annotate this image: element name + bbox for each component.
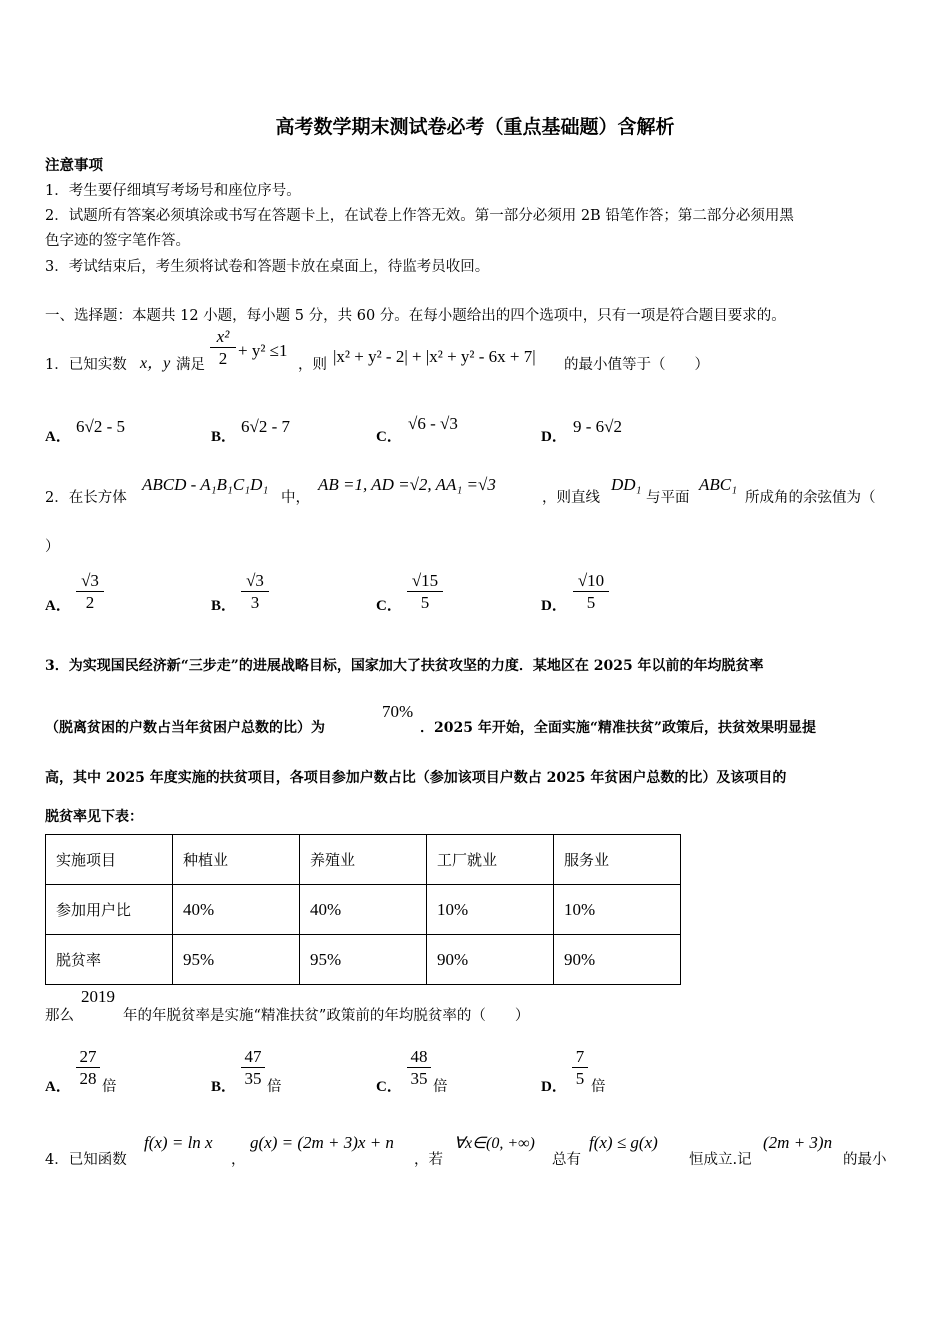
q1-option-d-value[interactable]: 9 - 6√2 (573, 417, 622, 436)
q1-option-b-value[interactable]: 6√2 - 7 (241, 417, 290, 436)
table-cell: 95% (173, 935, 300, 985)
table-header-row (46, 835, 681, 885)
table-row-label: 脱贫率 (46, 935, 173, 985)
q3-option-c-label[interactable]: C． (376, 1079, 402, 1095)
table-cell: 40% (173, 885, 300, 935)
notice-item-2: 2．试题所有答案必须填涂或书写在答题卡上，在试卷上作答无效。第一部分必须用 2B 铅笔作答；第二部分必须用黑 (45, 208, 794, 224)
table-header-cell: 种植业 (173, 835, 300, 885)
notice-item-2-cont: 色字迹的签字笔作答。 (45, 233, 190, 249)
q3-year: 2019 (81, 987, 115, 1006)
q3-option-d-num: 7 (572, 1046, 588, 1068)
q3-line-4: 脱贫率见下表： (45, 809, 143, 825)
q2-suffix: 所成角的余弦值为（ (745, 490, 876, 506)
q4-term: (2m + 3)n (763, 1133, 833, 1152)
q3-option-a-den: 28 (79, 1069, 97, 1088)
q3-option-c-fraction[interactable] (407, 1046, 431, 1090)
q3-option-d-den: 5 (575, 1069, 585, 1088)
q2-option-c-label[interactable]: C． (376, 598, 402, 614)
notice-item-1: 1．考生要仔细填写考场号和座位序号。 (45, 183, 301, 199)
q4-f: f(x) = ln x (144, 1133, 213, 1152)
q3-option-b-label[interactable]: B． (211, 1079, 237, 1095)
q4-mid2: 总有 (552, 1152, 581, 1168)
q3-option-c-den: 35 (410, 1069, 428, 1088)
table-header-cell: 养殖业 (300, 835, 427, 885)
q2-option-b-fraction[interactable] (241, 570, 269, 614)
q4-suffix: 的最小 (843, 1152, 887, 1168)
q3-option-b-unit: 倍 (267, 1079, 282, 1095)
table-header-cell: 服务业 (554, 835, 681, 885)
table-cell: 10% (427, 885, 554, 935)
q1-prefix: 1．已知实数 (45, 357, 127, 373)
q2-option-d-label[interactable]: D． (541, 598, 567, 614)
table-cell: 10% (554, 885, 681, 935)
q2-option-b-label[interactable]: B． (211, 598, 237, 614)
q1-condition-fraction (210, 326, 236, 370)
q3-option-a-label[interactable]: A． (45, 1079, 71, 1095)
table-header-cell: 工厂就业 (427, 835, 554, 885)
q3-option-b-num: 47 (241, 1046, 265, 1068)
q1-mid1: 满足 (176, 357, 205, 373)
q2-plane: ABC₁ (699, 475, 738, 494)
q3-option-d-label[interactable]: D． (541, 1079, 567, 1095)
q3-after-a: 那么 (45, 1008, 74, 1024)
page-title: 高考数学期末测试卷必考（重点基础题）含解析 (275, 116, 675, 138)
q2-option-c-num: √15 (407, 570, 443, 592)
q4-ineq: f(x) ≤ g(x) (589, 1133, 658, 1152)
table-cell: 95% (300, 935, 427, 985)
q4-mid3: 恒成立.记 (689, 1152, 752, 1168)
q2-option-b-den: 3 (250, 593, 260, 612)
q1-option-a-label[interactable]: A． (45, 429, 71, 445)
table-header-cell: 实施项目 (46, 835, 173, 885)
q2-option-a-den: 2 (85, 593, 95, 612)
q2-mid3: 与平面 (646, 490, 690, 506)
section-heading: 一、选择题：本题共 12 小题，每小题 5 分，共 60 分。在每小题给出的四个选项中，只有一项是符合题目要求的。 (45, 308, 786, 324)
q2-option-c-fraction[interactable] (407, 570, 443, 614)
q3-line-3: 高，其中 2025 年度实施的扶贫项目，各项目参加户数占比（参加该项目户数占 2025 年贫困户总数的比）及该项目的 (45, 770, 787, 786)
q1-option-a-value[interactable]: 6√2 - 5 (76, 417, 125, 436)
q3-option-b-fraction[interactable] (241, 1046, 265, 1090)
q1-option-d-label[interactable]: D． (541, 429, 567, 445)
q3-option-a-num: 27 (76, 1046, 100, 1068)
q3-option-c-num: 48 (407, 1046, 431, 1068)
q2-box: ABCD - A₁B₁C₁D₁ (142, 475, 269, 494)
notice-heading: 注意事项 (45, 157, 103, 174)
q2-option-b-num: √3 (241, 570, 269, 592)
q1-option-c-label[interactable]: C． (376, 429, 402, 445)
q4-mid1: ，若 (414, 1152, 443, 1168)
q3-option-c-unit: 倍 (433, 1079, 448, 1095)
q3-data-table (45, 834, 681, 985)
q2-mid1: 中， (281, 490, 310, 506)
q3-option-a-unit: 倍 (102, 1079, 117, 1095)
q2-option-c-den: 5 (420, 593, 430, 612)
q2-option-d-num: √10 (573, 570, 609, 592)
q2-option-d-fraction[interactable] (573, 570, 609, 614)
q4-sep: ， (231, 1152, 246, 1168)
table-row-label: 参加用户比 (46, 885, 173, 935)
q1-option-b-label[interactable]: B． (211, 429, 237, 445)
q1-cond-num: x² (210, 326, 236, 348)
q1-suffix: 的最小值等于（ ） (564, 357, 709, 373)
q1-cond-den: 2 (218, 349, 228, 368)
q4-prefix: 4．已知函数 (45, 1152, 127, 1168)
table-row (46, 935, 681, 985)
q2-option-a-fraction[interactable] (76, 570, 104, 614)
q3-option-d-unit: 倍 (591, 1079, 606, 1095)
q3-line-2a: （脱离贫困的户数占当年贫困户总数的比）为 (45, 720, 325, 736)
q2-prefix: 2．在长方体 (45, 490, 127, 506)
table-cell: 90% (427, 935, 554, 985)
q1-vars: x，y (140, 355, 171, 372)
q2-option-d-den: 5 (586, 593, 596, 612)
q4-g: g(x) = (2m + 3)x + n (250, 1133, 394, 1152)
q3-rate: 70% (382, 702, 414, 721)
q1-option-c-value[interactable]: √6 - √3 (408, 414, 458, 433)
table-row (46, 885, 681, 935)
q1-mid2: ，则 (298, 357, 327, 373)
q3-line-2b: ．2025 年开始，全面实施“精准扶贫”政策后，扶贫效果明显提 (420, 720, 816, 736)
notice-item-3: 3．考试结束后，考生须将试卷和答题卡放在桌面上，待监考员收回。 (45, 259, 490, 275)
q2-close: ） (45, 539, 60, 555)
q2-mid2: ，则直线 (542, 490, 600, 506)
q1-expression: |x² + y² - 2| + |x² + y² - 6x + 7| (333, 347, 536, 366)
q3-option-a-fraction[interactable] (76, 1046, 100, 1090)
q3-after-b: 年的年脱贫率是实施“精准扶贫”政策前的年均脱贫率的（ ） (123, 1008, 530, 1024)
q3-option-b-den: 35 (244, 1069, 262, 1088)
q1-cond-tail: + y² ≤1 (238, 341, 288, 360)
q4-cond: ∀x∈(0, +∞) (454, 1135, 535, 1152)
table-cell: 40% (300, 885, 427, 935)
q2-option-a-num: √3 (76, 570, 104, 592)
table-cell: 90% (554, 935, 681, 985)
q2-line: DD₁ (611, 475, 642, 494)
q3-option-d-fraction[interactable] (572, 1046, 588, 1090)
q2-condition: AB =1, AD =√2, AA₁ =√3 (318, 475, 496, 494)
q3-line-1: 3．为实现国民经济新“三步走”的进展战略目标，国家加大了扶贫攻坚的力度．某地区在 2025 年以前的年均脱贫率 (45, 658, 764, 674)
q2-option-a-label[interactable]: A． (45, 598, 71, 614)
